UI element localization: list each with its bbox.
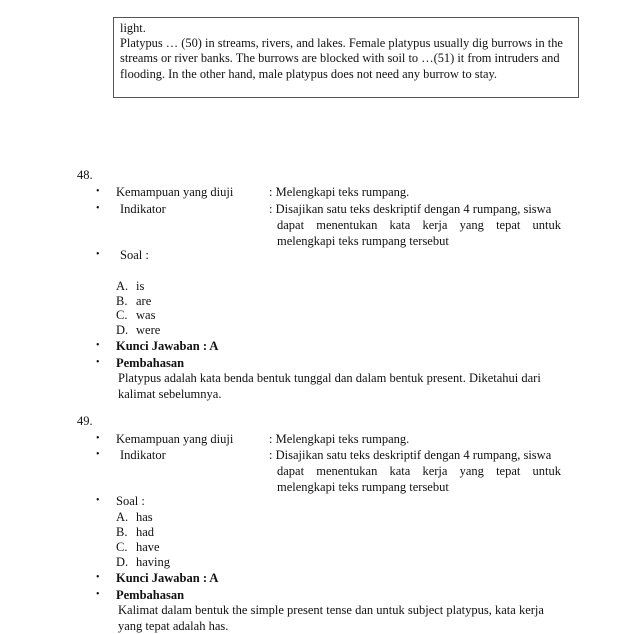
bullet-icon: • — [96, 249, 100, 260]
option-text: were — [136, 323, 161, 337]
indicator-continuation: dapat menentukan kata kerja yang tepat untuk melengkapi teks rumpang tersebut — [277, 464, 561, 494]
ability-label: Kemampuan yang diuji — [116, 185, 234, 199]
explanation-text: Kalimat dalam bentuk the simple present tense dan untuk subject platypus, kata kerja yang tepat adalah has. — [118, 603, 544, 633]
option-text: was — [136, 308, 156, 322]
option-text: is — [136, 279, 145, 293]
answer-key-row — [0, 338, 638, 354]
reading-passage-box — [113, 17, 579, 98]
bullet-icon: • — [96, 495, 100, 506]
explanation-row — [0, 355, 638, 371]
option-item — [116, 323, 160, 338]
indicator-continuation: dapat menentukan kata kerja yang tepat untuk melengkapi teks rumpang tersebut — [277, 218, 561, 248]
option-key: B. — [116, 294, 128, 308]
option-key: D. — [116, 555, 129, 569]
option-item — [116, 510, 153, 525]
soal-label: Soal : — [120, 248, 149, 262]
option-item — [116, 294, 151, 309]
option-key: A. — [116, 279, 129, 293]
indicator-label: Indikator — [120, 202, 166, 216]
bullet-icon: • — [96, 433, 100, 444]
explanation-row — [0, 587, 638, 603]
soal-label: Soal : — [116, 494, 145, 508]
soal-row — [0, 493, 638, 509]
bullet-icon: • — [96, 572, 100, 583]
indicator-line: : Disajikan satu teks deskriptif dengan 4 rumpang, siswa — [269, 202, 552, 216]
ability-row — [0, 184, 638, 200]
explanation-label: Pembahasan — [116, 588, 185, 602]
passage-line: light. — [120, 21, 146, 35]
option-item — [116, 279, 144, 294]
option-text: has — [136, 510, 153, 524]
option-item — [116, 540, 160, 555]
explanation-label: Pembahasan — [116, 356, 185, 370]
soal-row — [0, 247, 638, 263]
bullet-icon: • — [96, 589, 100, 600]
answer-key-row — [0, 570, 638, 586]
option-item — [116, 555, 170, 570]
explanation-text: Platypus adalah kata benda bentuk tunggal dan dalam bentuk present. Diketahui dari kalimat sebelumnya. — [118, 371, 541, 401]
ability-row — [0, 431, 638, 447]
bullet-icon: • — [96, 203, 100, 214]
option-item — [116, 525, 154, 540]
bullet-icon: • — [96, 186, 100, 197]
indicator-label: Indikator — [120, 448, 166, 462]
indicator-description — [269, 447, 561, 495]
option-text: had — [136, 525, 155, 539]
option-key: B. — [116, 525, 128, 539]
passage-paragraph: Platypus … (50) in streams, rivers, and lakes. Female platypus usually dig burrows in the streams or river banks. The burrows are blocked with soil to …(51) it from intruders and flooding. In the other hand, male platypus does not need any burrow to stay. — [120, 36, 563, 81]
ability-label: Kemampuan yang diuji — [116, 432, 234, 446]
answer-key: Kunci Jawaban : A — [116, 571, 219, 585]
bullet-icon: • — [96, 449, 100, 460]
option-key: C. — [116, 308, 128, 322]
option-item — [116, 308, 155, 323]
option-text: having — [136, 555, 171, 569]
indicator-description — [269, 201, 561, 249]
option-key: C. — [116, 540, 128, 554]
bullet-icon: • — [96, 340, 100, 351]
ability-value: : Melengkapi teks rumpang. — [269, 432, 410, 446]
indicator-line: : Disajikan satu teks deskriptif dengan 4 rumpang, siswa — [269, 448, 552, 462]
option-key: D. — [116, 323, 129, 337]
option-key: A. — [116, 510, 129, 524]
option-text: are — [136, 294, 152, 308]
option-text: have — [136, 540, 160, 554]
question-number: 49. — [77, 414, 93, 428]
bullet-icon: • — [96, 357, 100, 368]
ability-value: : Melengkapi teks rumpang. — [269, 185, 410, 199]
answer-key: Kunci Jawaban : A — [116, 339, 219, 353]
question-number: 48. — [77, 168, 93, 182]
